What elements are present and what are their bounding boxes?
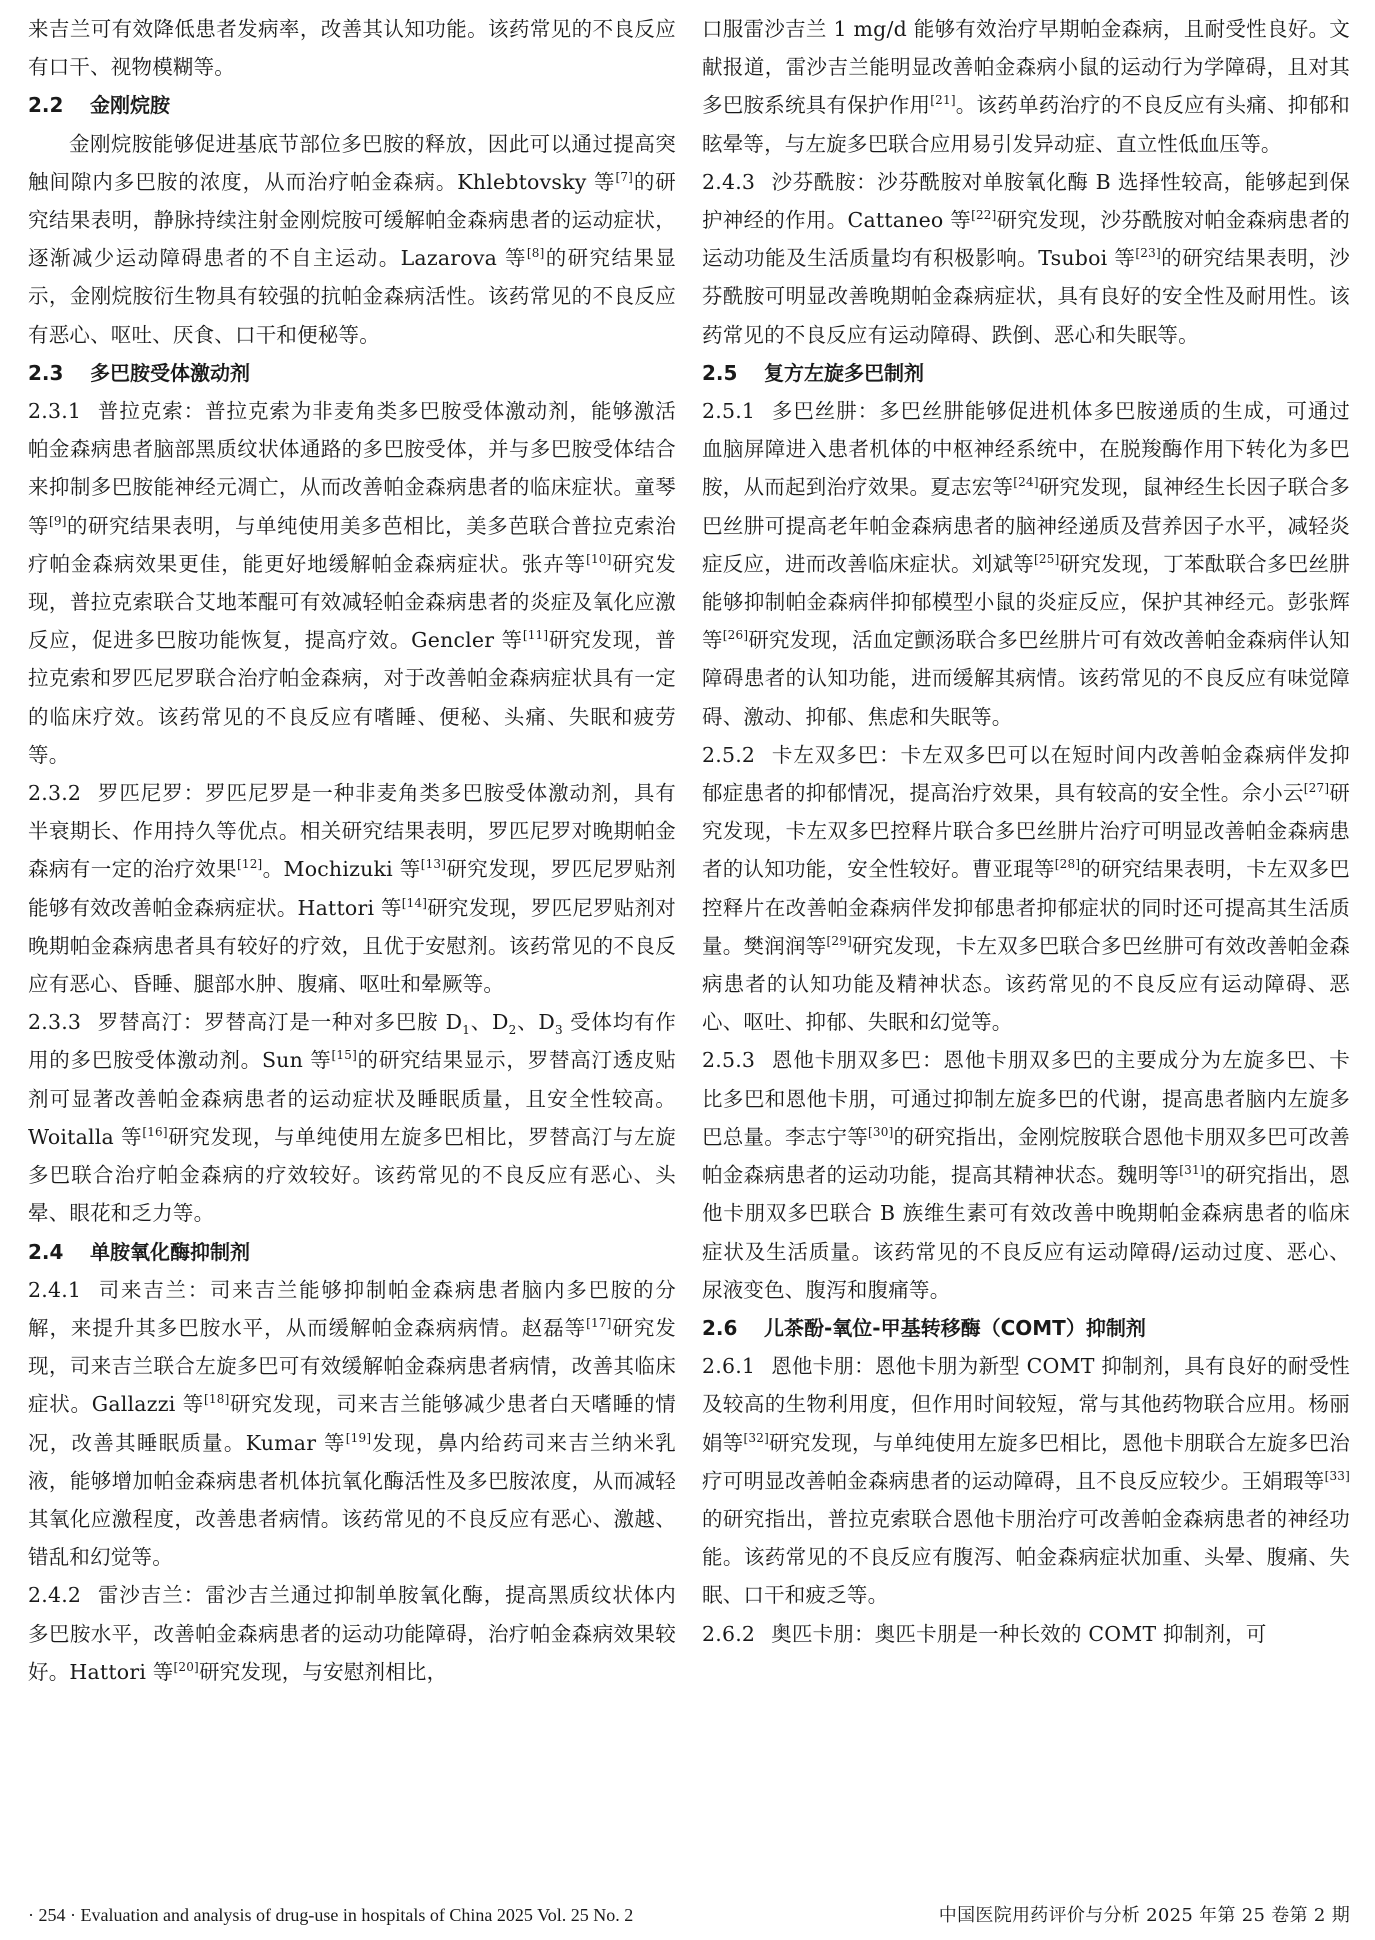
citation: [27] [1303,781,1330,796]
article-body [28,10,1350,1850]
paragraph: 来吉兰可有效降低患者发病率，改善其认知功能。该药常见的不良反应有口干、视物模糊等。 [28,17,676,80]
citation: [25] [1034,552,1060,567]
citation: [9] [49,513,67,528]
footer-journal-chinese: 中国医院用药评价与分析 2025 年第 25 卷第 2 期 [938,1905,1350,1926]
subsection-2-5-1: 2.5.1 多巴丝肼：多巴丝肼能够促进机体多巴胺递质的生成，可通过血脑屏障进入患者机体的中枢神经系统中，在脱羧酶作用下转化为多巴胺，从而起到治疗效果。夏志宏等[24]研究发现，鼠神经生长因子联合多巴丝肼可提高老年帕金森病患者的脑神经递质及营养因子水平，减轻炎症反应，进而改善临床症状。刘斌等[25]研究发现，丁苯酞联合多巴丝肼能够抑制帕金森病伴抑郁模型小鼠的炎症反应，保护其神经元。彭张辉等[26]研究发现，活血定颤汤联合多巴丝肼片可有效改善帕金森病伴认知障碍患者的认知功能，进而缓解其病情。该药常见的不良反应有味觉障碍、激动、抑郁、焦虑和失眠等。 [702,399,1350,729]
citation: [24] [1013,475,1039,490]
citation: [26] [722,628,749,643]
citation: [17] [586,1316,612,1331]
section-heading-2-6: 2.6 儿茶酚-氧位-甲基转移酶（COMT）抑制剂 [702,1315,1146,1340]
subsection-2-5-2: 2.5.2 卡左双多巴：卡左双多巴可以在短时间内改善帕金森病伴发抑郁症患者的抑郁情况，提高治疗效果，具有较高的安全性。佘小云[27]研究发现，卡左双多巴控释片联合多巴丝肼片治疗可明显改善帕金森病患者的认知功能，安全性较好。曹亚琨等[28]的研究结果表明，卡左双多巴控释片在改善帕金森病伴发抑郁患者抑郁症状的同时还可提高其生活质量。樊润润等[29]研究发现，卡左双多巴联合多巴丝肼可有效改善帕金森病患者的认知功能及精神状态。该药常见的不良反应有运动障碍、恶心、呕吐、抑郁、失眠和幻觉等。 [702,742,1350,1035]
citation: [14] [401,895,428,910]
citation: [21] [930,93,956,108]
subsection-2-5-3: 2.5.3 恩他卡朋双多巴：恩他卡朋双多巴的主要成分为左旋多巴、卡比多巴和恩他卡朋，可通过抑制左旋多巴的代谢，提高患者脑内左旋多巴总量。李志宁等[30]的研究指出，金刚烷胺联合恩他卡朋双多巴可改善帕金森病患者的运动功能，提高其精神状态。魏明等[31]的研究指出，恩他卡朋双多巴联合 B 族维生素可有效改善中晚期帕金森病患者的临床症状及生活质量。该药常见的不良反应有运动障碍/运动过度、恶心、尿液变色、腹泻和腹痛等。 [702,1048,1350,1302]
subsection-2-6-2: 2.6.2 奥匹卡朋：奥匹卡朋是一种长效的 COMT 抑制剂，可 [702,1621,1267,1646]
citation: [8] [526,246,545,261]
subsection-2-3-3: 2.3.3 罗替高汀：罗替高汀是一种对多巴胺 $D_1$、$D_2$、$D_3$ 受体均有作用的多巴胺受体激动剂。Sun 等[15]的研究结果显示，罗替高汀透皮贴剂可显著改善帕金森病患者的运动症状及睡眠质量，且安全性较高。Woitalla 等[16]研究发现，与单纯使用左旋多巴相比，罗替高汀与左旋多巴联合治疗帕金森病的疗效较好。该药常见的不良反应有恶心、头晕、眼花和乏力等。 [28,1010,676,1226]
subsection-2-4-2: 2.4.2 雷沙吉兰：雷沙吉兰通过抑制单胺氧化酶，提高黑质纹状体内多巴胺水平，改善帕金森病患者的运动功能障碍，治疗帕金森病效果较好。Hattori 等[20]研究发现，与安慰剂相比， [28,1583,676,1684]
footer-journal-english: · 254 · Evaluation and analysis of drug-use in hospitals of China 2025 Vol. 25 No. 2 [28,1905,634,1925]
citation: [13] [420,857,447,872]
section-heading-2-5: 2.5 复方左旋多巴制剂 [702,360,924,385]
paragraph: 金刚烷胺能够促进基底节部位多巴胺的释放，因此可以通过提高突触间隙内多巴胺的浓度，从而治疗帕金森病。Khlebtovsky 等[7]的研究结果表明，静脉持续注射金刚烷胺可缓解帕金森病患者的运动症状，逐渐减少运动障碍患者的不自主运动。Lazarova 等[8]的研究结果显示，金刚烷胺衍生物具有较强的抗帕金森病活性。该药常见的不良反应有恶心、呕吐、厌食、口干和便秘等。 [28,131,676,347]
subsection-2-3-1: 2.3.1 普拉克索：普拉克索为非麦角类多巴胺受体激动剂，能够激活帕金森病患者脑部黑质纹状体通路的多巴胺受体，并与多巴胺受体结合来抑制多巴胺能神经元凋亡，从而改善帕金森病患者的临床症状。童琴等[9]的研究结果表明，与单纯使用美多芭相比，美多芭联合普拉克索治疗帕金森病效果更佳，能更好地缓解帕金森病症状。张卉等[10]研究发现，普拉克索联合艾地苯醌可有效减轻帕金森病患者的炎症及氧化应激反应，促进多巴胺功能恢复，提高疗效。Gencler 等[11]研究发现，普拉克索和罗匹尼罗联合治疗帕金森病，对于改善帕金森病症状具有一定的临床疗效。该药常见的不良反应有嗜睡、便秘、头痛、失眠和疲劳等。 [28,399,676,767]
citation: [10] [586,552,612,567]
citation: [7] [615,169,634,184]
citation: [28] [1054,857,1081,872]
paragraph: 口服雷沙吉兰 1 mg/d 能够有效治疗早期帕金森病，且耐受性良好。文献报道，雷沙吉兰能明显改善帕金森病小鼠的运动行为学障碍，且对其多巴胺系统具有保护作用[21]。该药单药治疗的不良反应有头痛、抑郁和眩晕等，与左旋多巴联合应用易引发异动症、直立性低血压等。 [702,17,1350,156]
citation: [22] [971,208,997,223]
section-heading-2-4: 2.4 单胺氧化酶抑制剂 [28,1239,250,1264]
citation: [15] [331,1048,357,1063]
section-heading-2-2: 2.2 金刚烷胺 [28,93,170,118]
subsection-2-3-2: 2.3.2 罗匹尼罗：罗匹尼罗是一种非麦角类多巴胺受体激动剂，具有半衰期长、作用持久等优点。相关研究结果表明，罗匹尼罗对晚期帕金森病有一定的治疗效果[12]。Mochizuki 等[13]研究发现，罗匹尼罗贴剂能够有效改善帕金森病症状。Hattori 等[14]研究发现，罗匹尼罗贴剂对晚期帕金森病患者具有较好的疗效，且优于安慰剂。该药常见的不良反应有恶心、昏睡、腿部水肿、腹痛、呕吐和晕厥等。 [28,781,676,997]
citation: [11] [522,628,549,643]
citation: [33] [1324,1468,1350,1483]
citation: [32] [743,1430,769,1445]
citation: [18] [204,1392,230,1407]
citation: [30] [868,1125,894,1140]
right-column [702,10,1350,1850]
section-heading-2-3: 2.3 多巴胺受体激动剂 [28,360,250,385]
left-column [28,10,676,1850]
subsection-2-4-3: 2.4.3 沙芬酰胺：沙芬酰胺对单胺氧化酶 B 选择性较高，能够起到保护神经的作用。Cattaneo 等[22]研究发现，沙芬酰胺对帕金森病患者的运动功能及生活质量均有积极影响。Tsuboi 等[23]的研究结果表明，沙芬酰胺可明显改善晚期帕金森病症状，具有良好的安全性及耐用性。该药常见的不良反应有运动障碍、跌倒、恶心和失眠等。 [702,169,1351,347]
citation: [16] [142,1125,168,1140]
citation: [29] [826,934,852,949]
page-footer [28,1901,1350,1927]
subsection-2-6-1: 2.6.1 恩他卡朋：恩他卡朋为新型 COMT 抑制剂，具有良好的耐受性及较高的生物利用度，但作用时间较短，常与其他药物联合应用。杨丽娟等[32]研究发现，与单纯使用左旋多巴相比，恩他卡朋联合左旋多巴治疗可明显改善帕金森病患者的运动障碍，且不良反应较少。王娟瑕等[33]的研究指出，普拉克索联合恩他卡朋治疗可改善帕金森病患者的神经功能。该药常见的不良反应有腹泻、帕金森病症状加重、头晕、腹痛、失眠、口干和疲乏等。 [702,1354,1350,1608]
subsection-2-4-1: 2.4.1 司来吉兰：司来吉兰能够抑制帕金森病患者脑内多巴胺的分解，来提升其多巴胺水平，从而缓解帕金森病病情。赵磊等[17]研究发现，司来吉兰联合左旋多巴可有效缓解帕金森病患者病情，改善其临床症状。Gallazzi 等[18]研究发现，司来吉兰能够减少患者白天嗜睡的情况，改善其睡眠质量。Kumar 等[19]发现，鼻内给药司来吉兰纳米乳液，能够增加帕金森病患者机体抗氧化酶活性及多巴胺浓度，从而减轻其氧化应激程度，改善患者病情。该药常见的不良反应有恶心、激越、错乱和幻觉等。 [28,1277,676,1570]
citation: [23] [1135,246,1161,261]
citation: [19] [345,1430,372,1445]
citation: [31] [1179,1163,1205,1178]
citation: [12] [236,857,263,872]
citation: [20] [173,1659,199,1674]
